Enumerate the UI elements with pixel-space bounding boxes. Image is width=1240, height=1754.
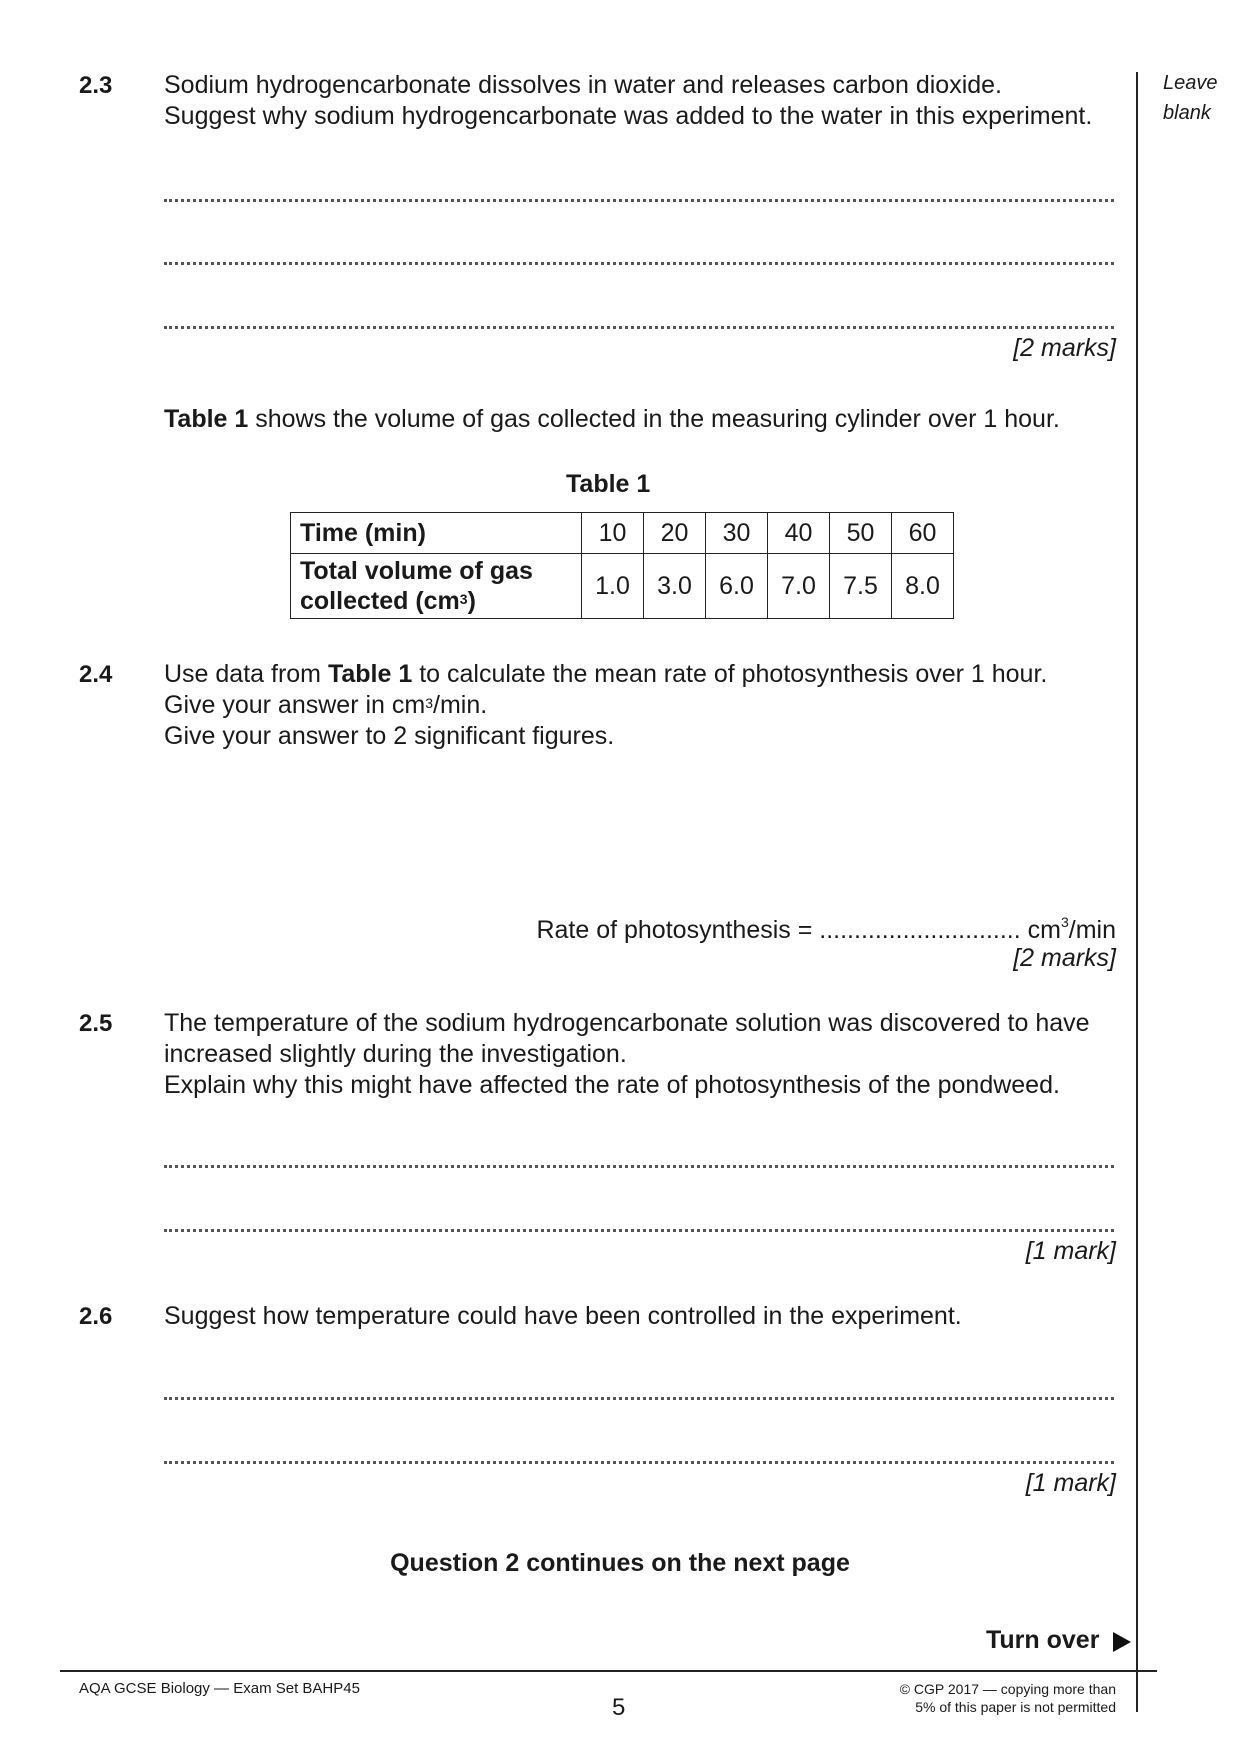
question-2-4-line1: Use data from Table 1 to calculate the mean rate of photosynthesis over 1 hour. [164,660,1048,688]
time-cell: 20 [644,513,706,554]
footer-source: AQA GCSE Biology — Exam Set BAHP45 [79,1680,360,1697]
question-2-4-text [164,659,1124,752]
time-cell: 10 [582,513,644,554]
marks-2-4: [2 marks] [1013,944,1116,972]
volume-header [291,554,582,619]
footer-rule [60,1670,1157,1672]
volume-cell: 3.0 [644,554,706,619]
question-2-5-line3: Explain why this might have affected the rate of photosynthesis of the pondweed. [164,1071,1060,1099]
continues-note: Question 2 continues on the next page [390,1549,850,1577]
table-intro-rest: shows the volume of gas collected in the measuring cylinder over 1 hour. [248,405,1060,433]
time-cell: 50 [830,513,892,554]
volume-cell: 6.0 [706,554,768,619]
question-2-5-line2: increased slightly during the investigation. [164,1040,627,1068]
question-2-6-text: Suggest how temperature could have been controlled in the experiment. [164,1302,962,1330]
copyright-line2: 5% of this paper is not permitted [915,1699,1116,1715]
time-cell: 40 [768,513,830,554]
copyright-line1: © CGP 2017 — copying more than [899,1681,1116,1697]
volume-cell: 7.5 [830,554,892,619]
answer-line[interactable] [164,1461,1114,1464]
question-2-3-line2: Suggest why sodium hydrogencarbonate was added to the water in this experiment. [164,102,1093,130]
copyright-notice [900,1680,1116,1716]
answer-line[interactable] [164,199,1114,202]
turn-over-label: Turn over [986,1626,1100,1654]
answer-line[interactable] [164,1229,1114,1232]
question-2-3-line1: Sodium hydrogencarbonate dissolves in water and releases carbon dioxide. [164,71,1003,99]
answer-line[interactable] [164,326,1114,329]
question-2-4-line3: Give your answer to 2 significant figures. [164,722,615,750]
question-number-2-3: 2.3 [79,72,113,99]
data-table [290,512,954,619]
leave-label: Leave [1163,72,1218,94]
marks-2-3: [2 marks] [1013,334,1116,362]
table-ref: Table 1 [164,405,249,433]
question-number-2-4: 2.4 [79,661,113,688]
time-header: Time (min) [291,513,582,554]
page-number: 5 [612,1694,626,1721]
table-intro [164,404,1124,435]
time-cell: 30 [706,513,768,554]
marks-2-5: [1 mark] [1025,1237,1116,1265]
blank-label: blank [1163,102,1211,124]
volume-header-line2: collected $(cm^3)$ [300,587,476,615]
volume-header-line1: Total volume of gas [300,557,533,585]
question-2-4-line2: Give your answer in $cm^3/\min$. [164,691,488,719]
question-2-3-text [164,70,1124,132]
answer-line[interactable] [164,262,1114,265]
question-number-2-6: 2.6 [79,1303,113,1330]
play-arrow-icon [1111,1630,1133,1654]
question-2-5-text [164,1008,1124,1101]
table-title: Table 1 [566,470,651,498]
volume-cell: 1.0 [582,554,644,619]
margin-rule [1136,72,1138,1712]
marks-2-6: [1 mark] [1025,1469,1116,1497]
answer-line[interactable] [164,1397,1114,1400]
volume-cell: 8.0 [892,554,954,619]
question-2-5-line1: The temperature of the sodium hydrogencarbonate solution was discovered to have [164,1009,1090,1037]
rate-answer-field[interactable]: Rate of photosynthesis = ............................. $cm^3/\min$ [536,914,1116,944]
time-cell: 60 [892,513,954,554]
volume-cell: 7.0 [768,554,830,619]
answer-line[interactable] [164,1165,1114,1168]
question-number-2-5: 2.5 [79,1010,113,1037]
